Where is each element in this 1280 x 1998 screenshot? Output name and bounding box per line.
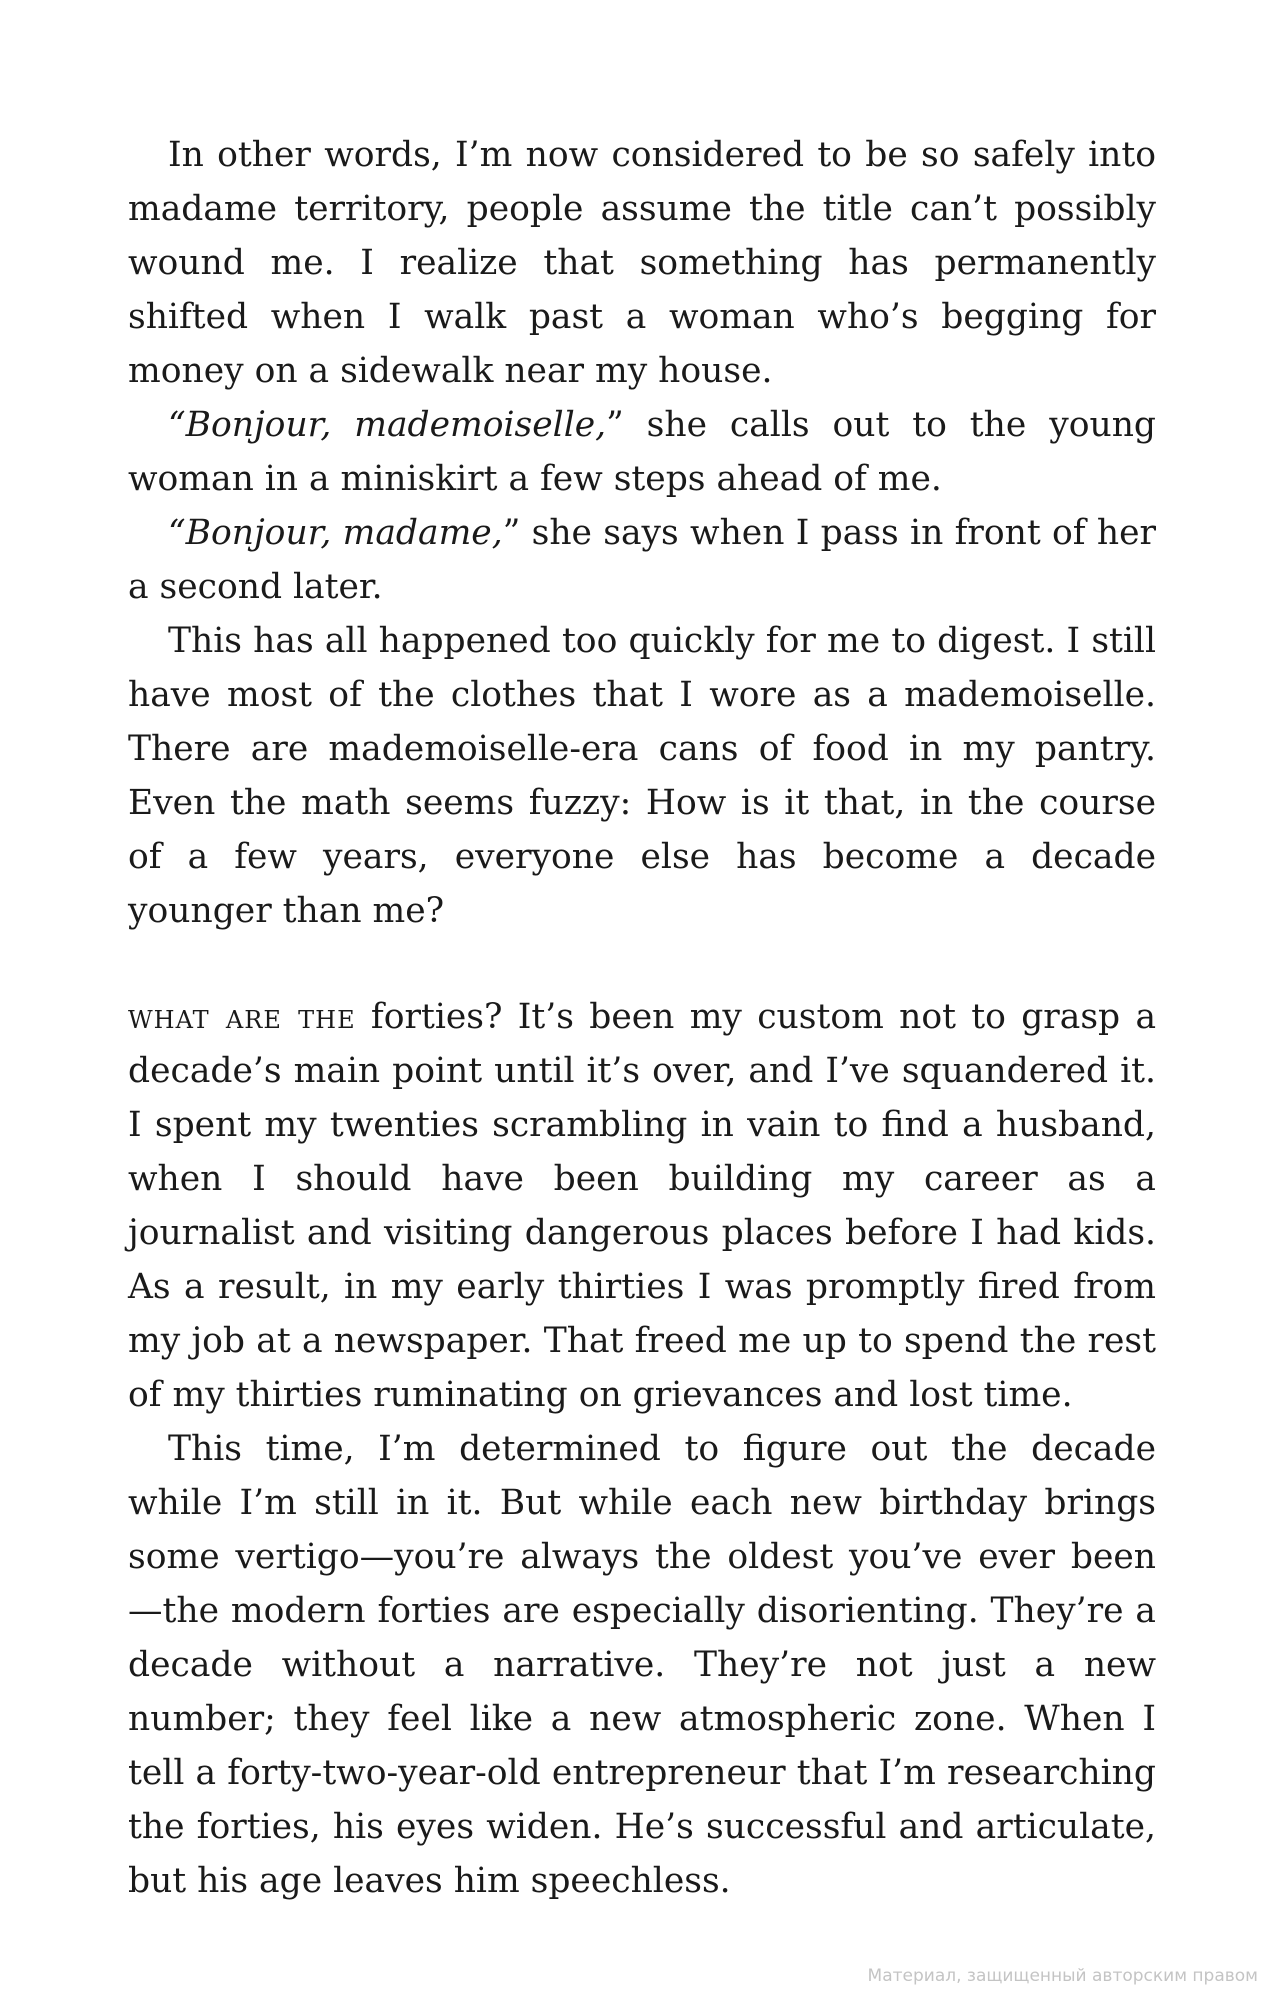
paragraph-madame-territory xyxy=(128,128,1156,398)
copyright-watermark: Материал, защищенный авторским правом xyxy=(867,1966,1258,1986)
paragraph-text: ” she calls out to the young woman in a miniskirt a few steps ahead of me. xyxy=(128,405,1156,499)
paragraph-text: This time, I’m determined to figure out the decade while I’m still in it. But while each new birthday brings some vertigo—you’re always the oldest you’ve ever been—the modern forties are especially disorienting. They’re a decade without a narrative. They’re not just a new number; they feel like a new atmospheric zone. When I tell a forty-two-year-old entrepreneur that I’m researching the forties, his eyes widen. He’s successful and articulate, but his age leaves him speechless. xyxy=(128,1429,1156,1901)
italic-dialogue: “Bonjour, madame, xyxy=(168,513,503,553)
section-break xyxy=(128,938,1156,990)
paragraph-text: In other words, I’m now considered to be so safely into madame territory, people assume the title can’t possibly wound me. I realize that something has permanently shifted when I walk past a woman who’s begging for money on a sidewalk near my house. xyxy=(128,135,1156,391)
paragraph-text: This has all happened too quickly for me to digest. I still have most of the clothes that I wore as a mademoiselle. There are mademoiselle-era cans of food in my pantry. Even the math seems fuzzy: How is it that, in the course of a few years, everyone else has become a decade younger than me? xyxy=(128,621,1156,931)
italic-dialogue: “Bonjour, mademoiselle, xyxy=(168,405,607,445)
paragraph-text: ” she says when I pass in front of her a second later. xyxy=(128,513,1157,607)
body-text xyxy=(128,128,1156,1908)
paragraph-this-time xyxy=(128,1422,1156,1908)
paragraph-bonjour-mademoiselle xyxy=(128,398,1156,506)
small-caps-lead-in: what are the xyxy=(128,997,356,1037)
paragraph-too-quickly xyxy=(128,614,1156,938)
paragraph-bonjour-madame xyxy=(128,506,1156,614)
paragraph-text: forties? It’s been my custom not to grasp a decade’s main point until it’s over, and I’ve squandered it. I spent my twenties scrambling in vain to find a husband, when I should have been building my career as a journalist and visiting dangerous places before I had kids. As a result, in my early thirties I was promptly fired from my job at a newspaper. That freed me up to spend the rest of my thirties ruminating on grievances and lost time. xyxy=(128,997,1157,1415)
paragraph-what-are-the-forties xyxy=(128,990,1156,1422)
